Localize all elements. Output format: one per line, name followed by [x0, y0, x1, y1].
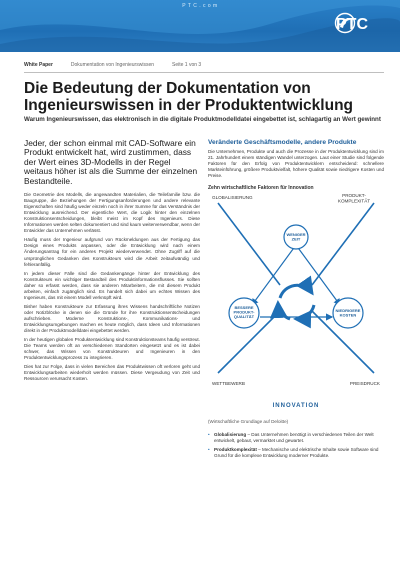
node-label-quality: BESSERE PRODUKT-QUALITÄT	[233, 305, 255, 320]
cycle-arrow-icon	[280, 285, 312, 298]
diagram-title: Zehn wirtschaftliche Faktoren für Innovation	[208, 185, 314, 192]
body-paragraph: In jedem dieser Fälle sind die Gedankengänge hinter der Entwicklung des Konstrukteurs ein wichtiger Bestandteil des Produktinformationsflusses. Sie sollten daher so erfasst werden, dass sie anderen Mitarbeitern, die mit diesem Produkt arbeiten, einfach zugänglich sind. Es handelt sich dabei um echtes Wissen des Ingenieurs, das mit einem Modell verknüpft wird.	[24, 270, 200, 300]
doc-type: White Paper	[24, 62, 53, 68]
diagram-arrow	[252, 245, 296, 305]
header-url[interactable]: P T C . c o m	[182, 3, 218, 9]
corner-label-top-right-text: PRODUKT-KOMPLEXITÄT	[337, 193, 371, 204]
factor-list	[208, 432, 384, 459]
body-paragraph: Bisher haben Konstrukteure zur Erfassung ihres Wissens handschriftliche Notizen oder Notizblöcke in denen sie die Gründe für ihre Konstruktionsentscheidungen aufschrieben. Moderne Konstruktions-, Kommunikations- und Entwicklungsumgebungen machen es heute möglich, dass Ideen und Informationen direkt in der Produktmodelldatei eingebettet werden.	[24, 303, 200, 334]
ptc-logo[interactable]	[334, 12, 390, 38]
left-column	[24, 139, 200, 385]
diagram-caption: (Wirtschaftliche Grundlage auf Deloitte)	[208, 419, 289, 425]
innovation-diagram	[208, 193, 384, 417]
node-label-time: WENIGER ZEIT	[286, 232, 306, 242]
diagram-arrow	[296, 245, 340, 305]
corner-label-top-left: GLOBALISIERUNG	[212, 195, 253, 201]
body-paragraph: Häufig muss der Ingenieur aufgrund von Rückmeldungen aus der Fertigung das Design eines Produkts anpassen, oder die Entwicklung wird nach einem Änderungsantrag für ein anderes Projekt wiederverwendet. Ohne Zugriff auf die ursprünglichen Gedanken des Konstrukteurs wird die Arbeit zeitaufwändig und fehleranfällig.	[24, 237, 200, 267]
ptc-logo-text: PTC	[336, 16, 368, 33]
node-label-cost: NIEDRIGERE KOSTEN	[335, 308, 361, 318]
meta-row	[24, 60, 384, 70]
diagram-center-label: INNOVATION	[272, 403, 320, 410]
body-paragraph: In der heutigen globalen Produktentwicklung sind Konstruktionsteams häufig verstreut. Die Teams werden oft an verschiedenen Standorten eingesetzt und es ist dabei schwer, das Wissen von Konstrukteuren und Ingenieuren in den Produktentwicklungsprozess zu integrieren.	[24, 337, 200, 361]
right-column	[208, 139, 384, 462]
meta-divider	[24, 72, 384, 73]
lead-paragraph: Jeder, der schon einmal mit CAD-Software ein Produkt entwickelt hat, wird zustimmen, dass der Wert eines 3D-Modells in der Regel weitaus höher ist als die Summe der einzelnen Bestandteile.	[24, 138, 198, 186]
corner-label-bottom-right: PREISDRUCK	[349, 381, 380, 387]
page-subtitle: Warum Ingenieurswissen, das elektronisch in die digitale Produktmodelldatei eingebettet ist, schlagartig an Wert gewinnt	[24, 116, 381, 123]
doc-running-title: Dokumentation von Ingenieurswissen	[70, 62, 155, 68]
diagram-connector	[312, 203, 374, 285]
page-number: Seite 1 von 3	[172, 62, 202, 68]
list-item: • Globalisierung – Das Unternehmen benötigt in verschiedenen Teilen der Welt entwickelt, gebaut, vermarktet und gewartet.	[208, 432, 384, 444]
corner-label-bottom-left: WETTBEWERB	[212, 381, 245, 387]
section-paragraph: Die Unternehmen, Produkte und auch die Prozesse in der Produktentwicklung sind im 21. Jahrhundert einem ständigen Wandel unterzogen. Laut einer Studie sind folgende Faktoren für den Erfolg von Produktentwicklern entscheidend: schnellere Markteinführung, größere Produktvielfalt, höhere Qualität sowie niedrigere Kosten und Preise.	[208, 149, 384, 179]
list-item: • Produktkomplexität – Mechanische und elektrische Inhalte sowie Software sind Grund für die komplexe Entwicklung moderner Produkte.	[208, 447, 384, 459]
ptc-logo-icon	[334, 12, 356, 34]
page-title: Die Bedeutung der Dokumentation von Ingenieurswissen in der Produktentwicklung	[24, 80, 354, 114]
section-heading: Veränderte Geschäftsmodelle, andere Produkte	[208, 139, 357, 146]
diagram-connector	[218, 203, 280, 285]
body-paragraph: Die Geometrie des Modells, die angewandten Materialien, die Teilefamilie bzw. die Baugruppe, die Beziehungen der Fertigungsanforderungen und andere relevante Eigenschaften sind häufig weder einzeln noch in ihrer Summe für das Verständnis der Entwicklung ausreichend. Der eigentliche Wert, die Logik hinter den einzelnen Konstruktionsentscheidungen, bleibt meist im Kopf des Ingenieurs. Diese Informationen werden selten dokumentiert und sind kaum weiterverwendbar, wenn der Entwickler das Unternehmen verlässt.	[24, 192, 200, 234]
body-paragraph: Dies hat zur Folge, dass in vielen Bereichen das Produktwissen oft verloren geht und Entwicklungsarbeiten wiederholt werden müssen. Diese Vergeudung von Zeit und Ressourcen verursacht Kosten.	[24, 364, 200, 382]
header-band	[0, 0, 400, 52]
